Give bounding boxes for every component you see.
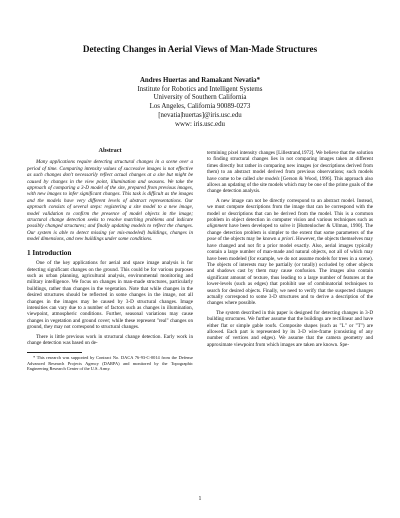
text-span-italic: site models	[256, 175, 280, 182]
right-column	[207, 150, 373, 351]
affiliation-university: University of Southern California	[153, 94, 247, 102]
paper-title: Detecting Changes in Aerial Views of Man-Made Structures	[82, 44, 318, 54]
footnote-rule	[27, 352, 82, 353]
author-block	[60, 77, 340, 129]
author-www: www: iris.usc.edu	[175, 120, 225, 128]
author-names: Andres Huertas and Ramakant Nevatia*	[139, 77, 261, 84]
affiliation-address: Los Angeles, California 90089-0273	[149, 103, 251, 111]
intro-paragraph-1: One of the key applications for aerial and space image analysis is for detecting significant changes on the ground. This could be for various purposes such as urban planning, agricultural analysis, environmental monitoring and military intelligence. We focus on changes in man-made structures, particularly buildings, rather than changes in the vegetation. Note that while changes in the desired structures should be reflected in some changes in the image, not all changes in the images may be caused by 3-D structural changes. Image intensities can vary due to a number of factors such as changes in illumination, viewpoint, atmospheric conditions. Further, seasonal variations may cause changes in vegetation and ground cover; while these represent "real" changes on ground, they may not correspond to structural changes.	[27, 260, 193, 331]
abstract-heading: Abstract	[98, 147, 122, 154]
left-column	[27, 148, 193, 371]
right-paragraph-3: The system described in this paper is designed for detecting changes in 3-D building structures. We further assume that the buildings are rectilinear and have either flat or simple gable roofs. Composite shapes (such as "L" or "T") are allowed. Each part is represented by its 3-D wire-frame (consisting of any number of vertices and edges). We assume that the camera geometry and approximate viewpoint from which images are taken are known. Spe-	[207, 309, 373, 348]
section-heading-introduction: 1 Introduction	[27, 248, 72, 257]
text-span: . However, the objects themselves may have changed and not fit a prior model exactly. Also, aerial images typically contain a large number of man-made and natural objects, not all of which may have been modeled (for example, we do not assume models for trees in a scene). The objects of interests may be partially (or totally) occluded by other objects and shadows cast by them may cause confusion. The images also contain significant amount of texture, thus leading to a large number of features at the lower-levels (such as edges) that prohibit use of combinatorial techniques to search for desired objects. Finally, we need to verify that the suspected changes actually correspond to some 3-D structures and to derive a description of the changes where possible.	[207, 236, 373, 307]
affiliation-institute: Institute for Robotics and Intelligent Systems	[137, 85, 263, 93]
abstract-text: Many applications require detecting structural changes in a scene over a period of time. Comparing intensity values of successive images is not effective as such changes don't necessarily reflect actual changes at a site but might be caused by changes in the view point, illumination and seasons. We take the approach of comparing a 3-D model of the site, prepared from previous images, with new images to infer significant changes. This task is difficult as the images and the models have very different levels of abstract representations. Our approach consists of several steps: registering a site model to a new image, model validation to confirm the presence of model objects in the image; structural change detection seeks to resolve matching problems and indicate possibly changed structures; and finally updating models to reflect the changes. Our system is able to detect missing (or mis-modeled) buildings, changes in model dimensions, and new buildings under some conditions.	[27, 159, 193, 243]
footnote: * This research was supported by Contract No. DACA 76-93-C-0014 from the Defense Advanced Research Projects Agency (DARPA) and monitored by the Topographic Engineering Research Center of the U.S. Army.	[27, 355, 193, 371]
text-span: have been developed to solve it [Huttenlocher & Ullman, 1990]. The change detection problem is simpler to the extent that some parameters of the	[207, 223, 373, 236]
text-span-italic: alignment	[207, 223, 228, 230]
text-span-italic: a priori	[277, 236, 294, 243]
text-span: of the objects may be known	[216, 236, 278, 243]
page-number: 1	[198, 496, 202, 502]
text-span: [Gerson & Wood, 1996]. This approach also allows an updating of the site models which may be one of the prime goals of the change detection analysis.	[207, 175, 374, 195]
author-email: [nevatia|huertas]@iris.usc.edu	[158, 111, 242, 119]
text-span: A new image can not be directly correspond to an abstract model. Instead, we must compute descriptions from the image that can be correspond with the model or descriptions that can be derived from the model. This is a common problem in object detection in computer vision and various techniques such as	[207, 197, 373, 224]
right-paragraph-1	[207, 150, 373, 195]
right-paragraph-2	[207, 198, 373, 307]
text-span-italic: pose	[207, 236, 217, 243]
text-span: termining pixel intensity changes [Lillestrand,1972]. We believe that the solution to finding structural changes lies in not comparing images taken at different times directly but rather in comparing new images (or descriptions derived from them) to an abstract model derived from previous observations; such models have come to be called	[207, 150, 373, 182]
intro-paragraph-2: There is little previous work in structural change detection. Early work in change detection was based on de-	[27, 333, 193, 346]
